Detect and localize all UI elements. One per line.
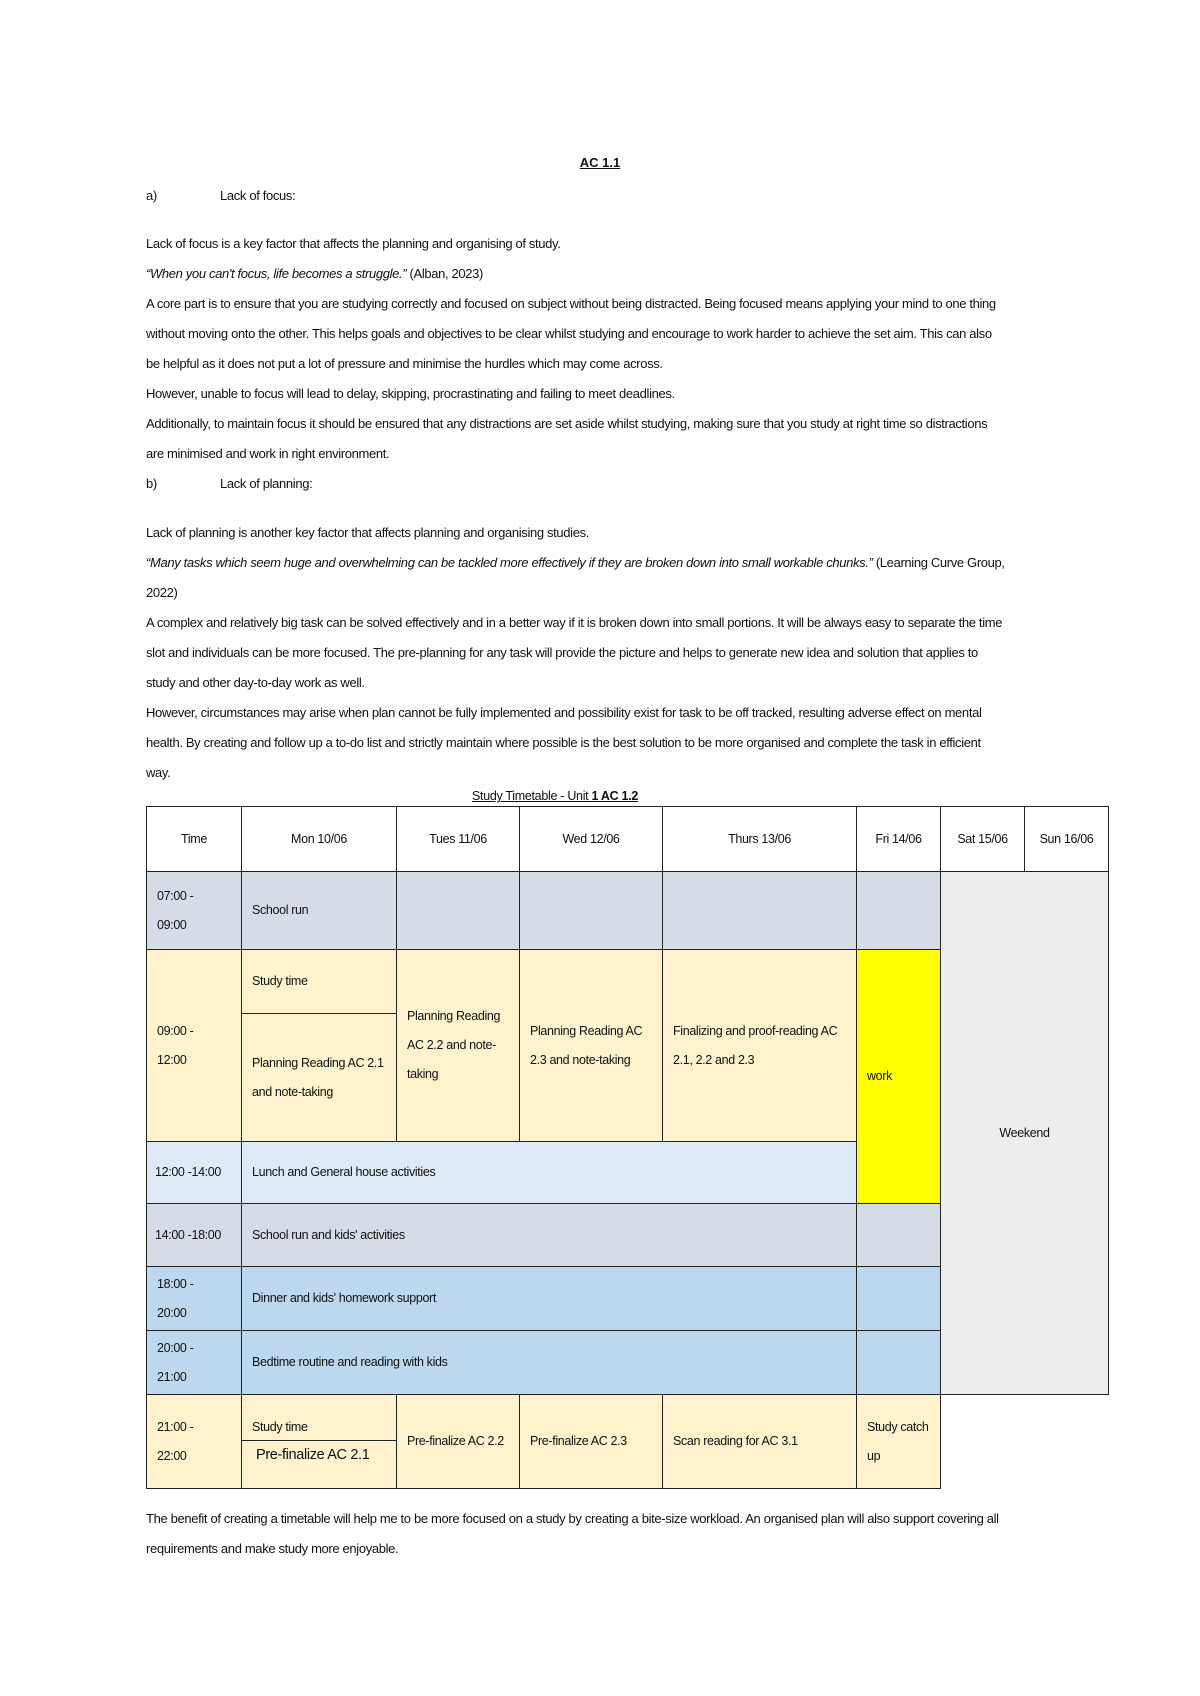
mon-cell: School run xyxy=(242,872,397,950)
table-row xyxy=(147,1395,1109,1489)
paragraph-line: A core part is to ensure that you are studying correctly and focused on subject without being distracted. Being focused means applying your mind to one thing xyxy=(146,296,996,311)
time-cell: 20:00 - 21:00 xyxy=(147,1331,242,1395)
fri-cell xyxy=(857,1267,941,1331)
activity-cell: Dinner and kids' homework support xyxy=(242,1267,857,1331)
section-b-label: b) xyxy=(146,476,157,491)
quote-text: “When you can't focus, life becomes a struggle.” xyxy=(146,266,407,281)
quote-line xyxy=(146,259,483,289)
thu-cell xyxy=(663,872,857,950)
header-fri: Fri 14/06 xyxy=(857,807,941,872)
citation: (Alban, 2023) xyxy=(406,266,484,281)
paragraph-line: study and other day-to-day work as well. xyxy=(146,675,365,690)
thu-cell: Scan reading for AC 3.1 xyxy=(663,1395,857,1489)
citation-end: 2022) xyxy=(146,585,178,600)
time-cell: 18:00 - 20:00 xyxy=(147,1267,242,1331)
time-cell: 09:00 - 12:00 xyxy=(147,950,242,1142)
mon-study-time: Study time xyxy=(242,950,397,1014)
wed-cell: Pre-finalize AC 2.3 xyxy=(520,1395,663,1489)
paragraph-line: be helpful as it does not put a lot of pressure and minimise the hurdles which may come across. xyxy=(146,356,663,371)
caption-bold: 1 AC 1.2 xyxy=(591,789,638,803)
mon-study-time: Study time xyxy=(242,1414,396,1441)
section-a-label: a) xyxy=(146,188,157,203)
quote-line xyxy=(146,548,1005,578)
header-tue: Tues 11/06 xyxy=(397,807,520,872)
paragraph-line: A complex and relatively big task can be solved effectively and in a better way if it is broken down into small portions. It will be always easy to separate the time xyxy=(146,615,1003,630)
paragraph-line: without moving onto the other. This helps goals and objectives to be clear whilst studying and encourage to work harder to achieve the set aim. This can also xyxy=(146,326,992,341)
header-wed: Wed 12/06 xyxy=(520,807,663,872)
paragraph-line: However, circumstances may arise when plan cannot be fully implemented and possibility exist for task to be off tracked, resulting adverse effect on mental xyxy=(146,705,982,720)
activity-cell: Bedtime routine and reading with kids xyxy=(242,1331,857,1395)
activity-cell: Lunch and General house activities xyxy=(242,1142,857,1204)
thu-cell: Finalizing and proof-reading AC 2.1, 2.2 and 2.3 xyxy=(663,950,857,1142)
paragraph-line: Additionally, to maintain focus it should be ensured that any distractions are set aside whilst studying, making sure that you study at right time so distractions xyxy=(146,416,988,431)
study-timetable xyxy=(146,806,1109,1489)
header-thu: Thurs 13/06 xyxy=(663,807,857,872)
paragraph-line: slot and individuals can be more focused. The pre-planning for any task will provide the picture and helps to generate new idea and solution that applies to xyxy=(146,645,978,660)
time-cell: 12:00 -14:00 xyxy=(147,1142,242,1204)
caption-prefix: Study Timetable - Unit xyxy=(471,789,592,803)
tue-cell xyxy=(397,872,520,950)
paragraph-line: way. xyxy=(146,765,171,780)
paragraph-line: Lack of planning is another key factor that affects planning and organising studies. xyxy=(146,525,589,540)
header-sun: Sun 16/06 xyxy=(1025,807,1109,872)
section-a-title: Lack of focus: xyxy=(220,188,296,203)
wed-cell xyxy=(520,872,663,950)
paragraph-line: are minimised and work in right environment. xyxy=(146,446,390,461)
table-row xyxy=(147,872,1109,950)
header-sat: Sat 15/06 xyxy=(941,807,1025,872)
header-mon: Mon 10/06 xyxy=(242,807,397,872)
page-title: AC 1.1 xyxy=(579,155,621,170)
fri-work-cell: work xyxy=(857,950,941,1204)
paragraph-line: health. By creating and follow up a to-do list and strictly maintain where possible is the best solution to be more organised and complete the task in efficient xyxy=(146,735,981,750)
quote-text: “Many tasks which seem huge and overwhelming can be tackled more effectively if they are broken down into small workable chunks.” xyxy=(146,555,873,570)
wed-cell: Planning Reading AC 2.3 and note-taking xyxy=(520,950,663,1142)
mon-task: Pre-finalize AC 2.1 xyxy=(256,1447,370,1463)
mon-cell xyxy=(242,1395,397,1489)
mon-cell: Planning Reading AC 2.1 and note-taking xyxy=(242,1014,397,1142)
activity-cell: School run and kids' activities xyxy=(242,1204,857,1267)
paragraph-line: However, unable to focus will lead to delay, skipping, procrastinating and failing to meet deadlines. xyxy=(146,386,675,401)
paragraph-line: Lack of focus is a key factor that affects the planning and organising of study. xyxy=(146,236,561,251)
timetable-caption xyxy=(0,789,1110,803)
citation: (Learning Curve Group, xyxy=(872,555,1005,570)
fri-cell xyxy=(857,1204,941,1267)
fri-cell xyxy=(857,1331,941,1395)
header-row xyxy=(147,807,1109,872)
paragraph-line: requirements and make study more enjoyable. xyxy=(146,1541,399,1556)
paragraph-line: The benefit of creating a timetable will help me to be more focused on a study by creating a bite-size workload. An organised plan will also support covering all xyxy=(146,1511,999,1526)
fri-cell: Study catch up xyxy=(857,1395,941,1489)
section-b-heading xyxy=(146,469,312,499)
time-cell: 14:00 -18:00 xyxy=(147,1204,242,1267)
section-b-title: Lack of planning: xyxy=(220,476,313,491)
weekend-cell: Weekend xyxy=(941,872,1109,1395)
tue-cell: Planning Reading AC 2.2 and note-taking xyxy=(397,950,520,1142)
time-cell: 21:00 - 22:00 xyxy=(147,1395,242,1489)
header-time: Time xyxy=(147,807,242,872)
section-a-heading xyxy=(146,181,295,211)
fri-cell xyxy=(857,872,941,950)
time-cell: 07:00 - 09:00 xyxy=(147,872,242,950)
tue-cell: Pre-finalize AC 2.2 xyxy=(397,1395,520,1489)
